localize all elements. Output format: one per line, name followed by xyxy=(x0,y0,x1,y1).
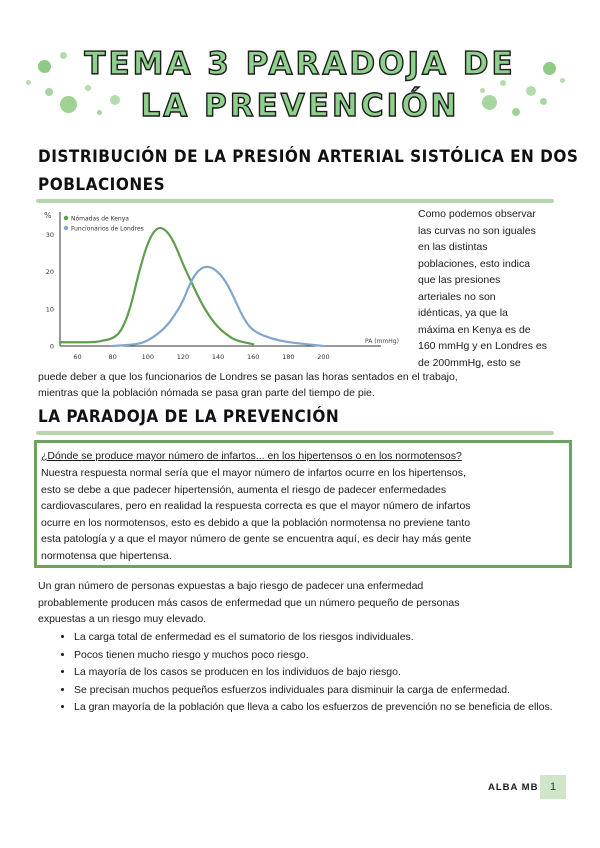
bullet-item: • Pocos tienen mucho riesgo y muchos poco riesgo. xyxy=(74,647,564,664)
bullet-item: • La mayoría de los casos se producen en los individuos de bajo riesgo. xyxy=(74,664,564,681)
question-text: ¿Dónde se produce mayor número de infartos... en los hipertensos o en los normotensos? xyxy=(41,450,462,462)
side-text-line: de 200mmHg, esto se xyxy=(418,356,521,369)
box-text-line: normotensa que hipertensa. xyxy=(41,549,172,562)
paragraph-line: probablemente producen más casos de enfermedad que un número pequeño de personas xyxy=(38,596,460,609)
y-axis-label: % xyxy=(44,211,52,220)
section-heading-distribution-line1: DISTRIBUCIÓN DE LA PRESIÓN ARTERIAL SISTÓLICA EN DOS xyxy=(38,147,579,167)
box-text-line: ocurre en los normotensos, esto es debido a que la población normotensa no previene tanto xyxy=(41,516,471,529)
box-text-line: Nuestra respuesta normal sería que el mayor número de infartos ocurre en los hipertensos, xyxy=(41,467,466,479)
bullet-list xyxy=(58,629,564,717)
box-text-line: esto se debe a que padecer hipertensión, aumenta el riesgo de padecer enfermedades xyxy=(41,483,447,496)
x-tick-label: 80 xyxy=(108,353,117,361)
chart-legend xyxy=(64,216,144,233)
section-divider-2 xyxy=(36,431,554,435)
chart-explanation-cont-1: puede deber a que los funcionarios de Londres se pasan las horas sentados en el trabajo, xyxy=(38,371,458,383)
bullet-item: • La carga total de enfermedad es el sumatorio de los riesgos individuales. xyxy=(74,629,564,646)
blood-pressure-chart xyxy=(36,206,416,366)
chart-series xyxy=(60,225,323,346)
x-tick-label: 160 xyxy=(246,353,260,361)
side-text-line: que las presiones xyxy=(418,274,501,286)
y-tick-label: 0 xyxy=(49,342,54,351)
side-text-line: 160 mmHg y en Londres es xyxy=(418,340,547,352)
side-text-line: máxima en Kenya es de xyxy=(418,323,531,336)
x-tick-label: 200 xyxy=(317,353,330,361)
section-heading-paradox: LA PARADOJA DE LA PREVENCIÓN xyxy=(38,407,340,427)
paragraph-line: expuestas a un riesgo muy elevado. xyxy=(38,613,207,625)
x-tick-label: 60 xyxy=(73,353,82,361)
series-line-londres xyxy=(113,267,324,346)
bullet-item: • Se precisan muchos pequeños esfuerzos individuales para disminuir la carga de enfermedad. xyxy=(74,682,564,699)
box-text-line: cardiovasculares, pero en realidad la respuesta correcta es que el mayor número de infartos xyxy=(41,500,471,512)
bullet-item: • La gran mayoría de la población que lleva a cabo los esfuerzos de prevención no se beneficia de ellos. xyxy=(74,699,564,716)
series-line-kenya xyxy=(60,225,253,344)
author-label: ALBA MB xyxy=(488,782,539,793)
chart-explanation xyxy=(418,206,568,371)
legend-entry: Funcionarios de Londres xyxy=(71,225,144,233)
y-tick-label: 30 xyxy=(45,231,54,240)
section-heading-distribution-line2: POBLACIONES xyxy=(38,175,166,195)
legend-marker xyxy=(64,216,68,220)
paragraph-line: Un gran número de personas expuestas a bajo riesgo de padecer una enfermedad xyxy=(38,580,424,592)
legend-marker xyxy=(64,226,68,230)
chart-explanation-cont-2: mientras que la población nómada se pasa gran parte del tiempo de pie. xyxy=(38,387,375,399)
side-text-line: poblaciones, esto indica xyxy=(418,257,531,270)
side-text-line: Como podemos observar xyxy=(418,208,536,220)
y-tick-label: 10 xyxy=(45,305,54,314)
page-title-line1: TEMA 3 PARADOJA DE xyxy=(84,46,516,82)
side-text-line: idénticas, ya que la xyxy=(418,307,508,319)
side-text-line: las curvas no son iguales xyxy=(418,224,536,237)
side-text-line: en las distintas xyxy=(418,241,488,253)
box-text-line: esta patología y a que el mayor número de gente se encuentra aquí, es decir hay más gente xyxy=(41,533,472,545)
paragraph-low-risk xyxy=(38,578,568,628)
page-title-line2: LA PREVENCIÓN xyxy=(140,88,460,124)
legend-entry: Nómadas de Kenya xyxy=(71,215,129,223)
x-tick-label: 120 xyxy=(176,353,190,361)
x-tick-label: 140 xyxy=(211,353,225,361)
question-box xyxy=(34,440,572,568)
section-divider xyxy=(36,199,554,203)
x-tick-label: 180 xyxy=(282,353,295,361)
x-axis-label: PA (mmHg) xyxy=(365,338,399,345)
x-tick-label: 100 xyxy=(141,353,155,361)
y-tick-label: 20 xyxy=(45,268,54,277)
page-number: 1 xyxy=(540,775,566,799)
side-text-line: arteriales no son xyxy=(418,290,496,303)
